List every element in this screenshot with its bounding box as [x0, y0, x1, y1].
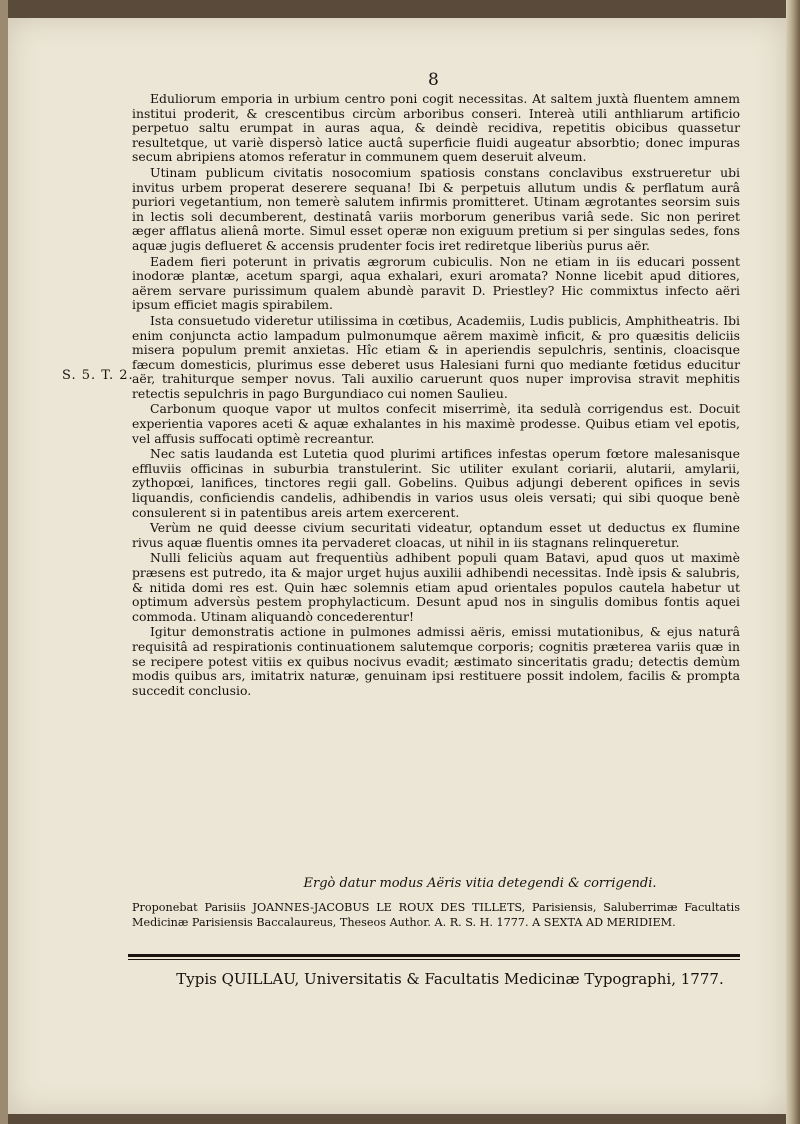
body-text	[132, 92, 740, 699]
margin-reference: S. 5. T. 2.	[62, 368, 134, 383]
book-spine-edge	[786, 0, 800, 1124]
thesis-conclusion: Ergò datur modus Aëris vitia detegendi & corrigendi.	[303, 876, 657, 891]
divider-rule-thin	[128, 959, 740, 960]
printer-imprint: Typis QUILLAU, Universitatis & Facultatis Medicinæ Typographi, 1777.	[176, 970, 724, 988]
paragraph-cubiculis: Eadem fieri poterunt in privatis ægrorum cubiculis. Non ne etiam in iis educari possent inodoræ plantæ, acetum spargi, aqua exhalari, exuri aromata? Nonne licebit apud ditiores, aërem servare purissimum qualem abundè paravit D. Priestley? Hic commixtus infecto aëri ipsum efficiet magis spirabilem.	[132, 253, 740, 313]
thesis-author-line: Proponebat Parisiis JOANNES-JACOBUS LE ROUX DES TILLETS, Parisiensis, Saluberrimæ Facultatis Medicinæ Parisiensis Baccalaureus, Theseos Author. A. R. S. H. 1777. A SEXTA AD MERIDIEM.	[132, 901, 740, 929]
paragraph-igitur: Igitur demonstratis actione in pulmones admissi aëris, emissi mutationibus, & ejus naturâ requisitâ ad respirationis continuationem salutemque corporis; cognitis præterea variis quæ in se recipere potest vitiis ex quibus nocivus evadit; æstimato sinceritatis gradu; detectis demùm modis quibus ars, imitatrix naturæ, genuinam ipsi restituere possit indolem, facilis & prompta succedit conclusio.	[132, 624, 740, 698]
paragraph-consuetudo: Ista consuetudo videretur utilissima in cœtibus, Academiis, Ludis publicis, Amphitheatris. Ibi enim conjuncta actio lampadum pulmonumque aërem maximè inficit, & pro quæsitis deliciis misera populum premit anxietas. Hîc etiam & in aperiendis sepulchris, sentinis, cloacisque fæcum domesticis, plurimus esse deberet usus Halesiani furni quo mediante fœtidus educitur aër, trahiturque semper novus. Tali auxilio caruerunt quos nuper improvisa stravit mephitis retectis sepulchris in pago Burgundiaco cui nomen Saulieu.	[132, 312, 740, 401]
page-number: 8	[428, 70, 439, 90]
paragraph-carbonum: Carbonum quoque vapor ut multos confecit miserrimè, ita sedulà corrigendus est. Docuit experientia vapores aceti & aquæ exhalantes in his maximè prodesse. Quibus etiam vel epotis, vel affusis suffocati optimè recreantur.	[132, 401, 740, 446]
paragraph-rivus: Verùm ne quid deesse civium securitati videatur, optandum esset ut deductus ex flumine rivus aquæ fluentis omnes ita pervaderet cloacas, ut nihil in iis stagnans relinqueretur.	[132, 520, 740, 550]
paragraph-batavi: Nulli feliciùs aquam aut frequentiùs adhibent populi quam Batavi, apud quos ut maximè præsens est putredo, ita & major urget hujus auxilii adhibendi necessitas. Indè ipsis & salubris, & nitida domi res est. Quin hæc solemnis etiam apud orientales populos cautela habetur ut optimum adversùs pestem prophylacticum. Desunt apud nos in singulis domibus fontis aquei commoda. Utinam aliquandò concederentur!	[132, 550, 740, 624]
divider-rule	[128, 954, 740, 957]
paragraph-lutetia: Nec satis laudanda est Lutetia quod plurimi artifices infestas operum fœtore malesanisque effluviis officinas in suburbia transtulerint. Sic utiliter exulant coriarii, alutarii, amylarii, zythopœi, lanifices, tinctores regii gall. Gobelins. Quibus adjungi deberent opifices in sevis liquandis, conficiendis candelis, adhibendis in varios usus oleis versati; qui sibi quoque benè consulerent si in patentibus areis artem exercerent.	[132, 446, 740, 520]
page-left-edge	[0, 0, 8, 1124]
paragraph-emporia: Eduliorum emporia in urbium centro poni cogit necessitas. At saltem juxtà fluentem amnem institui proderit, & crescentibus circùm arboribus conseri. Intereà utili anthliarum artificio perpetuo saltu erumpat in auras aqua, & deindè recidiva, repetitis obicibus quassetur resultetque, ut variè dispersò latice auctâ superficie fluidi augeatur absorbtio; donec impuras secum abripiens atomos referatur in communem quem deseruit alveum.	[132, 91, 740, 165]
paragraph-nosocomium: Utinam publicum civitatis nosocomium spatiosis constans conclavibus exstrueretur ubi invitus urbem properat deserere sequana! Ibi & perpetuis allutum undis & perflatum aurâ puriori vegetantium, non temerè salutem infirmis promitteret. Utinam ægrotantes seorsim suis in lectis soli decumberent, destinatâ variis morborum generibus variâ sede. Sic non periret æger afflatus alienâ morte. Simul esset operæ non exiguum pretium si per singulas sedes, fons aquæ jugis deflueret & accensis prudenter focis iret rediretque liberiùs purus aër.	[132, 164, 740, 253]
